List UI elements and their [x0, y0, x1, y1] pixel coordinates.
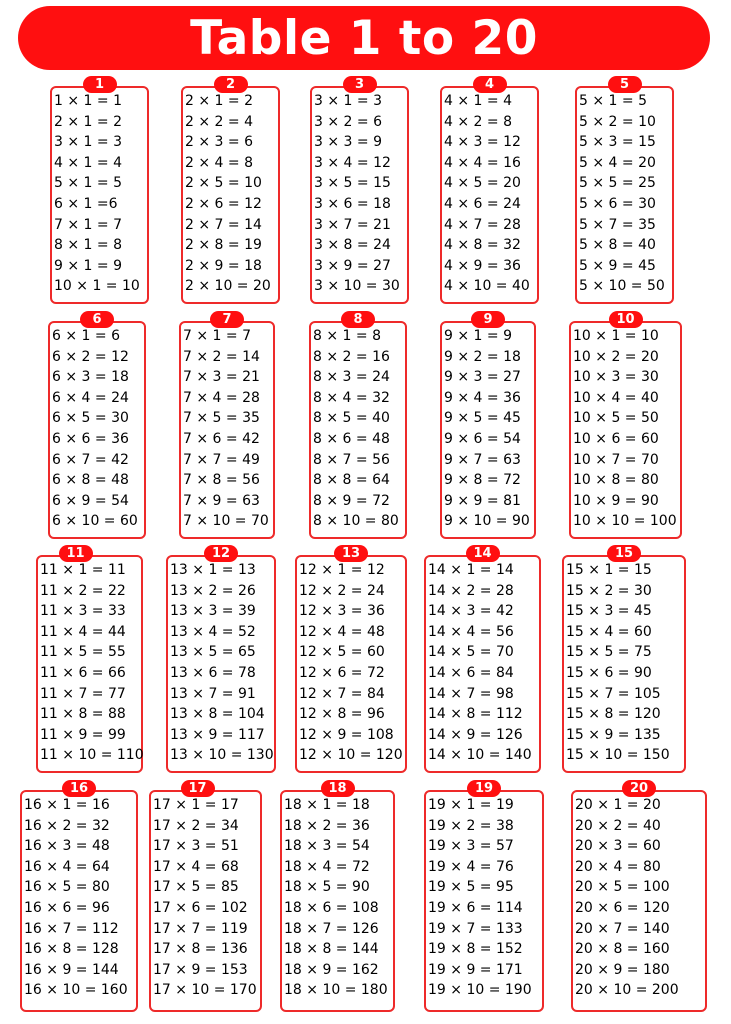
table-rows — [54, 91, 147, 297]
table-row: 10 × 5 = 50 — [573, 410, 659, 427]
table-row: 11 × 1 = 11 — [40, 562, 126, 578]
table-row: 19 × 1 = 19 — [428, 797, 514, 813]
table-row: 6 × 8 = 48 — [52, 472, 129, 489]
table-row: 3 × 2 = 6 — [314, 113, 382, 130]
table-row: 3 × 10 = 30 — [314, 278, 400, 295]
table-row: 20 × 1 = 20 — [575, 797, 661, 813]
table-row: 8 × 7 = 56 — [313, 451, 390, 468]
table-row: 10 × 1 = 10 — [54, 278, 140, 295]
table-row: 16 × 10 = 160 — [24, 982, 128, 999]
table-row: 11 × 9 = 99 — [40, 726, 126, 743]
table-row: 7 × 1 = 7 — [54, 216, 122, 233]
multiplication-table-9 — [440, 311, 536, 539]
table-row: 13 × 2 = 26 — [170, 582, 256, 599]
table-row: 5 × 5 = 25 — [579, 175, 656, 192]
table-row: 17 × 1 = 17 — [153, 797, 239, 813]
table-row: 12 × 7 = 84 — [299, 685, 385, 702]
table-rows — [40, 560, 144, 766]
table-row: 7 × 8 = 56 — [183, 472, 260, 489]
table-row: 20 × 7 = 140 — [575, 920, 670, 937]
table-rows — [444, 326, 534, 532]
page-title: Table 1 to 20 — [190, 10, 538, 66]
table-row: 6 × 2 = 12 — [52, 348, 129, 365]
table-number-badge: 12 — [204, 545, 238, 562]
table-row: 17 × 9 = 153 — [153, 961, 248, 978]
table-row: 20 × 5 = 100 — [575, 879, 670, 896]
table-row: 4 × 7 = 28 — [444, 216, 521, 233]
table-number-badge: 7 — [210, 311, 244, 328]
table-row: 8 × 10 = 80 — [313, 513, 399, 530]
table-row: 7 × 5 = 35 — [183, 410, 260, 427]
table-row: 10 × 10 = 100 — [573, 513, 677, 530]
multiplication-table-19 — [424, 780, 544, 1012]
table-row: 3 × 1 = 3 — [54, 134, 122, 151]
table-row: 5 × 2 = 10 — [579, 113, 656, 130]
table-number-badge: 11 — [59, 545, 93, 562]
table-row: 18 × 5 = 90 — [284, 879, 370, 896]
table-row: 19 × 9 = 171 — [428, 961, 523, 978]
table-row: 13 × 8 = 104 — [170, 706, 265, 723]
table-number-badge: 15 — [607, 545, 641, 562]
table-row: 4 × 3 = 12 — [444, 134, 521, 151]
table-row: 20 × 10 = 200 — [575, 982, 679, 999]
table-row: 4 × 10 = 40 — [444, 278, 530, 295]
multiplication-table-1 — [50, 76, 149, 304]
table-row: 8 × 9 = 72 — [313, 492, 390, 509]
table-row: 18 × 4 = 72 — [284, 858, 370, 875]
table-row: 5 × 3 = 15 — [579, 134, 656, 151]
table-number-badge: 4 — [473, 76, 507, 93]
table-rows — [284, 795, 393, 1001]
table-row: 2 × 10 = 20 — [185, 278, 271, 295]
table-row: 14 × 10 = 140 — [428, 747, 532, 764]
table-row: 3 × 9 = 27 — [314, 257, 391, 274]
table-row: 1 × 1 = 1 — [54, 93, 122, 109]
table-row: 18 × 7 = 126 — [284, 920, 379, 937]
table-row: 6 × 5 = 30 — [52, 410, 129, 427]
table-row: 2 × 2 = 4 — [185, 113, 253, 130]
table-row: 4 × 4 = 16 — [444, 154, 521, 171]
table-number-badge: 18 — [321, 780, 355, 797]
table-row: 9 × 4 = 36 — [444, 389, 521, 406]
table-row: 6 × 6 = 36 — [52, 430, 129, 447]
multiplication-table-10 — [569, 311, 682, 539]
table-number-badge: 10 — [609, 311, 643, 328]
table-row: 14 × 4 = 56 — [428, 623, 514, 640]
table-row: 7 × 6 = 42 — [183, 430, 260, 447]
table-row: 6 × 10 = 60 — [52, 513, 138, 530]
table-row: 16 × 4 = 64 — [24, 858, 110, 875]
table-row: 4 × 1 = 4 — [444, 93, 512, 109]
multiplication-table-15 — [562, 545, 686, 773]
table-row: 7 × 3 = 21 — [183, 369, 260, 386]
table-row: 9 × 7 = 63 — [444, 451, 521, 468]
table-row: 12 × 9 = 108 — [299, 726, 394, 743]
table-row: 19 × 10 = 190 — [428, 982, 532, 999]
multiplication-table-18 — [280, 780, 395, 1012]
table-row: 4 × 8 = 32 — [444, 237, 521, 254]
table-row: 13 × 9 = 117 — [170, 726, 265, 743]
multiplication-table-12 — [166, 545, 276, 773]
table-row: 17 × 2 = 34 — [153, 817, 239, 834]
table-row: 8 × 4 = 32 — [313, 389, 390, 406]
table-rows — [185, 91, 278, 297]
table-row: 12 × 5 = 60 — [299, 644, 385, 661]
multiplication-table-5 — [575, 76, 674, 304]
table-rows — [428, 560, 539, 766]
table-number-badge: 14 — [466, 545, 500, 562]
table-number-badge: 20 — [622, 780, 656, 797]
table-row: 10 × 6 = 60 — [573, 430, 659, 447]
table-row: 17 × 5 = 85 — [153, 879, 239, 896]
table-row: 2 × 7 = 14 — [185, 216, 262, 233]
table-row: 16 × 1 = 16 — [24, 797, 110, 813]
table-row: 15 × 6 = 90 — [566, 664, 652, 681]
table-row: 12 × 4 = 48 — [299, 623, 385, 640]
table-rows — [314, 91, 407, 297]
table-row: 2 × 5 = 10 — [185, 175, 262, 192]
table-row: 7 × 1 = 7 — [183, 328, 251, 344]
multiplication-table-16 — [20, 780, 138, 1012]
table-row: 5 × 1 = 5 — [579, 93, 647, 109]
table-row: 15 × 8 = 120 — [566, 706, 661, 723]
table-rows — [24, 795, 136, 1001]
table-row: 16 × 6 = 96 — [24, 899, 110, 916]
multiplication-table-11 — [36, 545, 143, 773]
table-row: 17 × 6 = 102 — [153, 899, 248, 916]
table-row: 11 × 7 = 77 — [40, 685, 126, 702]
table-row: 10 × 3 = 30 — [573, 369, 659, 386]
table-row: 2 × 9 = 18 — [185, 257, 262, 274]
table-row: 9 × 3 = 27 — [444, 369, 521, 386]
table-row: 8 × 8 = 64 — [313, 472, 390, 489]
table-row: 20 × 8 = 160 — [575, 941, 670, 958]
table-row: 19 × 7 = 133 — [428, 920, 523, 937]
table-row: 10 × 7 = 70 — [573, 451, 659, 468]
table-number-badge: 2 — [214, 76, 248, 93]
table-rows — [575, 795, 705, 1001]
table-row: 9 × 2 = 18 — [444, 348, 521, 365]
table-row: 19 × 6 = 114 — [428, 899, 523, 916]
table-row: 9 × 9 = 81 — [444, 492, 521, 509]
table-row: 13 × 6 = 78 — [170, 664, 256, 681]
table-row: 7 × 10 = 70 — [183, 513, 269, 530]
table-number-badge: 3 — [343, 76, 377, 93]
table-row: 18 × 6 = 108 — [284, 899, 379, 916]
multiplication-table-20 — [571, 780, 707, 1012]
table-row: 17 × 7 = 119 — [153, 920, 248, 937]
multiplication-table-4 — [440, 76, 539, 304]
table-row: 8 × 2 = 16 — [313, 348, 390, 365]
table-row: 10 × 8 = 80 — [573, 472, 659, 489]
multiplication-table-13 — [295, 545, 407, 773]
table-row: 8 × 1 = 8 — [54, 237, 122, 254]
table-row: 3 × 7 = 21 — [314, 216, 391, 233]
table-row: 13 × 5 = 65 — [170, 644, 256, 661]
table-number-badge: 16 — [62, 780, 96, 797]
table-row: 2 × 8 = 19 — [185, 237, 262, 254]
table-row: 16 × 3 = 48 — [24, 838, 110, 855]
table-row: 3 × 4 = 12 — [314, 154, 391, 171]
table-row: 9 × 1 = 9 — [54, 257, 122, 274]
table-row: 13 × 10 = 130 — [170, 747, 274, 764]
table-row: 14 × 2 = 28 — [428, 582, 514, 599]
table-row: 11 × 8 = 88 — [40, 706, 126, 723]
table-row: 19 × 8 = 152 — [428, 941, 523, 958]
table-row: 14 × 9 = 126 — [428, 726, 523, 743]
table-row: 15 × 3 = 45 — [566, 603, 652, 620]
table-number-badge: 13 — [334, 545, 368, 562]
table-number-badge: 17 — [181, 780, 215, 797]
multiplication-table-14 — [424, 545, 541, 773]
table-rows — [579, 91, 672, 297]
table-row: 16 × 9 = 144 — [24, 961, 119, 978]
table-row: 14 × 7 = 98 — [428, 685, 514, 702]
table-row: 7 × 9 = 63 — [183, 492, 260, 509]
table-row: 8 × 3 = 24 — [313, 369, 390, 386]
table-row: 6 × 3 = 18 — [52, 369, 129, 386]
table-row: 10 × 2 = 20 — [573, 348, 659, 365]
multiplication-table-2 — [181, 76, 280, 304]
table-row: 20 × 9 = 180 — [575, 961, 670, 978]
table-row: 20 × 6 = 120 — [575, 899, 670, 916]
title-banner — [18, 6, 710, 70]
multiplication-table-6 — [48, 311, 146, 539]
table-row: 16 × 7 = 112 — [24, 920, 119, 937]
table-row: 10 × 1 = 10 — [573, 328, 659, 344]
table-row: 14 × 5 = 70 — [428, 644, 514, 661]
table-number-badge: 8 — [341, 311, 375, 328]
table-row: 15 × 7 = 105 — [566, 685, 661, 702]
table-row: 18 × 10 = 180 — [284, 982, 388, 999]
table-row: 13 × 7 = 91 — [170, 685, 256, 702]
table-row: 14 × 3 = 42 — [428, 603, 514, 620]
table-rows — [153, 795, 260, 1001]
table-row: 6 × 9 = 54 — [52, 492, 129, 509]
table-row: 10 × 4 = 40 — [573, 389, 659, 406]
table-number-badge: 6 — [80, 311, 114, 328]
table-number-badge: 9 — [471, 311, 505, 328]
table-row: 6 × 1 =6 — [54, 195, 118, 212]
table-row: 18 × 2 = 36 — [284, 817, 370, 834]
table-row: 10 × 9 = 90 — [573, 492, 659, 509]
table-row: 19 × 5 = 95 — [428, 879, 514, 896]
table-row: 7 × 4 = 28 — [183, 389, 260, 406]
table-row: 11 × 4 = 44 — [40, 623, 126, 640]
table-row: 4 × 1 = 4 — [54, 154, 122, 171]
table-row: 3 × 8 = 24 — [314, 237, 391, 254]
table-row: 6 × 7 = 42 — [52, 451, 129, 468]
table-row: 12 × 6 = 72 — [299, 664, 385, 681]
table-rows — [566, 560, 684, 766]
table-row: 5 × 1 = 5 — [54, 175, 122, 192]
table-row: 5 × 9 = 45 — [579, 257, 656, 274]
table-row: 8 × 5 = 40 — [313, 410, 390, 427]
table-row: 15 × 2 = 30 — [566, 582, 652, 599]
table-row: 8 × 1 = 8 — [313, 328, 381, 344]
table-row: 11 × 3 = 33 — [40, 603, 126, 620]
table-row: 13 × 4 = 52 — [170, 623, 256, 640]
table-row: 7 × 2 = 14 — [183, 348, 260, 365]
table-row: 4 × 6 = 24 — [444, 195, 521, 212]
table-row: 5 × 10 = 50 — [579, 278, 665, 295]
table-rows — [428, 795, 542, 1001]
table-row: 20 × 2 = 40 — [575, 817, 661, 834]
table-row: 5 × 7 = 35 — [579, 216, 656, 233]
table-row: 15 × 4 = 60 — [566, 623, 652, 640]
table-rows — [183, 326, 273, 532]
table-row: 5 × 6 = 30 — [579, 195, 656, 212]
table-row: 4 × 5 = 20 — [444, 175, 521, 192]
table-row: 12 × 2 = 24 — [299, 582, 385, 599]
table-row: 19 × 2 = 38 — [428, 817, 514, 834]
table-row: 9 × 5 = 45 — [444, 410, 521, 427]
table-row: 6 × 4 = 24 — [52, 389, 129, 406]
table-row: 9 × 6 = 54 — [444, 430, 521, 447]
table-number-badge: 19 — [467, 780, 501, 797]
multiplication-table-7 — [179, 311, 275, 539]
table-row: 2 × 1 = 2 — [185, 93, 253, 109]
table-rows — [52, 326, 144, 532]
table-row: 15 × 5 = 75 — [566, 644, 652, 661]
multiplication-table-3 — [310, 76, 409, 304]
table-row: 20 × 4 = 80 — [575, 858, 661, 875]
table-row: 16 × 5 = 80 — [24, 879, 110, 896]
table-row: 19 × 3 = 57 — [428, 838, 514, 855]
table-row: 15 × 10 = 150 — [566, 747, 670, 764]
table-row: 18 × 1 = 18 — [284, 797, 370, 813]
table-row: 5 × 4 = 20 — [579, 154, 656, 171]
table-row: 2 × 1 = 2 — [54, 113, 122, 130]
table-row: 20 × 3 = 60 — [575, 838, 661, 855]
table-row: 2 × 3 = 6 — [185, 134, 253, 151]
table-row: 4 × 9 = 36 — [444, 257, 521, 274]
table-rows — [299, 560, 405, 766]
table-row: 13 × 3 = 39 — [170, 603, 256, 620]
table-row: 14 × 8 = 112 — [428, 706, 523, 723]
table-row: 8 × 6 = 48 — [313, 430, 390, 447]
table-row: 15 × 9 = 135 — [566, 726, 661, 743]
table-row: 12 × 8 = 96 — [299, 706, 385, 723]
table-row: 9 × 10 = 90 — [444, 513, 530, 530]
table-row: 12 × 3 = 36 — [299, 603, 385, 620]
table-row: 2 × 6 = 12 — [185, 195, 262, 212]
table-row: 3 × 3 = 9 — [314, 134, 382, 151]
table-row: 17 × 4 = 68 — [153, 858, 239, 875]
table-row: 11 × 6 = 66 — [40, 664, 126, 681]
table-row: 18 × 8 = 144 — [284, 941, 379, 958]
table-rows — [444, 91, 537, 297]
table-row: 17 × 10 = 170 — [153, 982, 257, 999]
table-row: 9 × 1 = 9 — [444, 328, 512, 344]
table-row: 16 × 8 = 128 — [24, 941, 119, 958]
table-row: 14 × 6 = 84 — [428, 664, 514, 681]
table-row: 12 × 1 = 12 — [299, 562, 385, 578]
table-row: 6 × 1 = 6 — [52, 328, 120, 344]
table-row: 12 × 10 = 120 — [299, 747, 403, 764]
table-number-badge: 1 — [83, 76, 117, 93]
table-row: 14 × 1 = 14 — [428, 562, 514, 578]
multiplication-table-8 — [309, 311, 407, 539]
table-rows — [313, 326, 405, 532]
table-row: 13 × 1 = 13 — [170, 562, 256, 578]
table-row: 3 × 6 = 18 — [314, 195, 391, 212]
table-row: 11 × 10 = 110 — [40, 747, 144, 764]
table-row: 2 × 4 = 8 — [185, 154, 253, 171]
table-rows — [170, 560, 274, 766]
table-row: 18 × 3 = 54 — [284, 838, 370, 855]
table-row: 17 × 8 = 136 — [153, 941, 248, 958]
table-rows — [573, 326, 680, 532]
table-row: 19 × 4 = 76 — [428, 858, 514, 875]
table-row: 18 × 9 = 162 — [284, 961, 379, 978]
table-row: 3 × 5 = 15 — [314, 175, 391, 192]
table-row: 5 × 8 = 40 — [579, 237, 656, 254]
table-row: 3 × 1 = 3 — [314, 93, 382, 109]
multiplication-table-17 — [149, 780, 262, 1012]
table-row: 11 × 2 = 22 — [40, 582, 126, 599]
table-row: 15 × 1 = 15 — [566, 562, 652, 578]
table-row: 11 × 5 = 55 — [40, 644, 126, 661]
table-row: 9 × 8 = 72 — [444, 472, 521, 489]
table-number-badge: 5 — [608, 76, 642, 93]
table-row: 7 × 7 = 49 — [183, 451, 260, 468]
table-row: 17 × 3 = 51 — [153, 838, 239, 855]
table-row: 16 × 2 = 32 — [24, 817, 110, 834]
table-row: 4 × 2 = 8 — [444, 113, 512, 130]
